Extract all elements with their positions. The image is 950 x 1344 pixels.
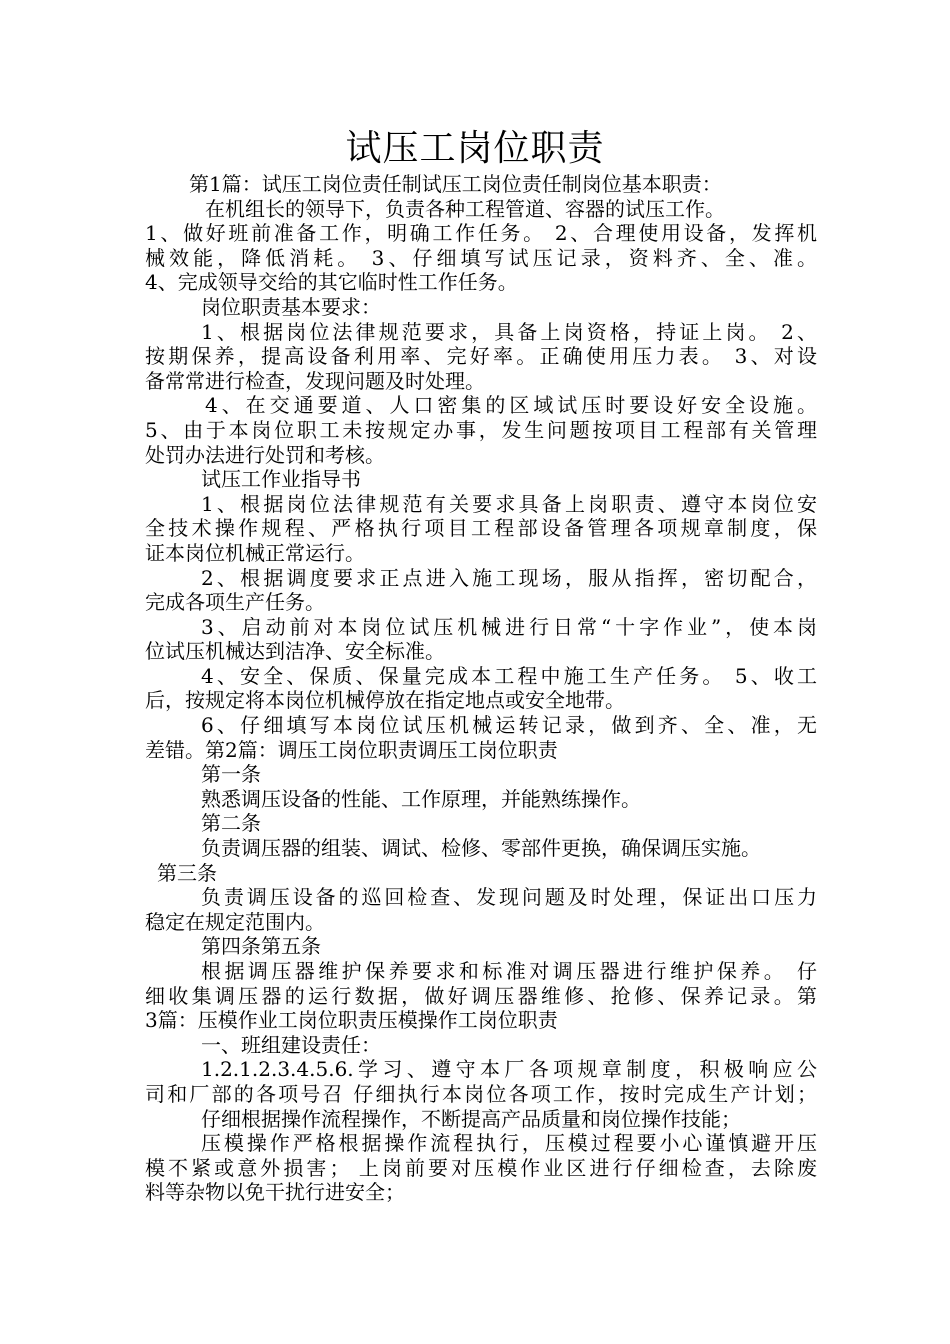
page-title: 试压工岗位职责 xyxy=(345,128,605,169)
text-line: 第1篇：试压工岗位责任制试压工岗位责任制岗位基本职责： xyxy=(189,172,722,196)
text-line: 负责调压器的组装、调试、检修、零部件更换，确保调压实施。 xyxy=(201,836,761,861)
text-line: 5、由于本岗位职工未按规定办事，发生问题按项目工程部有关管理 xyxy=(145,417,817,442)
text-line: 熟悉调压设备的性能、工作原理，并能熟练操作。 xyxy=(201,786,641,811)
text-line: 1、根据岗位法律规范有关要求具备上岗职责、遵守本岗位安 xyxy=(201,491,817,516)
text-line: 按期保养，提高设备利用率、完好率。正确使用压力表。 3、对设 xyxy=(145,344,817,369)
text-line: 岗位职责基本要求： xyxy=(201,294,381,319)
document-body xyxy=(145,172,817,1205)
text-line: 第四条第五条 xyxy=(201,934,321,959)
text-line: 处罚办法进行处罚和考核。 xyxy=(145,442,385,467)
text-line: 4、完成领导交给的其它临时性工作任务。 xyxy=(145,270,518,295)
text-line: 第二条 xyxy=(201,811,261,836)
text-line: 差错。第2篇：调压工岗位职责调压工岗位职责 xyxy=(145,737,558,762)
text-line: 在机组长的领导下，负责各种工程管道、容器的试压工作。 xyxy=(205,196,725,221)
text-line: 完成各项生产任务。 xyxy=(145,590,325,615)
text-line: 压模操作严格根据操作流程执行，压模过程要小心谨慎避开压 xyxy=(201,1131,817,1156)
text-line: 仔细根据操作流程操作，不断提高产品质量和岗位操作技能； xyxy=(201,1106,741,1131)
text-line: 1、根据岗位法律规范要求，具备上岗资格，持证上岗。 2、 xyxy=(201,319,817,344)
text-line: 后，按规定将本岗位机械停放在指定地点或安全地带。 xyxy=(145,688,625,713)
text-line: 4、在交通要道、人口密集的区域试压时要设好安全设施。 xyxy=(205,393,817,418)
text-line: 械效能，降低消耗。 3、仔细填写试压记录，资料齐、全、准。 xyxy=(145,245,817,270)
text-line: 一、班组建设责任： xyxy=(201,1032,381,1057)
text-line: 负责调压设备的巡回检查、发现问题及时处理，保证出口压力 xyxy=(201,885,817,910)
text-line: 6、仔细填写本岗位试压机械运转记录，做到齐、全、准，无 xyxy=(201,713,817,738)
text-line: 1.2.1.2.3.4.5.6.学习、遵守本厂各项规章制度，积极响应公 xyxy=(201,1057,817,1082)
text-line: 根据调压器维护保养要求和标准对调压器进行维护保养。 仔 xyxy=(201,959,817,983)
text-line: 备常常进行检查，发现问题及时处理。 xyxy=(145,368,485,393)
text-line: 第一条 xyxy=(201,762,261,787)
text-line: 位试压机械达到洁净、安全标准。 xyxy=(145,639,445,664)
text-line: 全技术操作规程、严格执行项目工程部设备管理各项规章制度，保 xyxy=(145,516,817,541)
text-line: 细收集调压器的运行数据，做好调压器维修、抢修、保养记录。第 xyxy=(145,983,817,1008)
text-line: 3篇：压模作业工岗位职责压模操作工岗位职责 xyxy=(145,1008,558,1033)
text-line: 试压工作业指导书 xyxy=(201,467,361,492)
text-line: 证本岗位机械正常运行。 xyxy=(145,540,365,565)
text-line: 4、安全、保质、保量完成本工程中施工生产任务。 5、收工 xyxy=(201,663,817,688)
text-line: 司和厂部的各项号召 仔细执行本岗位各项工作，按时完成生产计划； xyxy=(145,1081,817,1106)
text-line: 1、做好班前准备工作，明确工作任务。 2、合理使用设备，发挥机 xyxy=(145,221,817,246)
text-line: 2、根据调度要求正点进入施工现场，服从指挥，密切配合， xyxy=(201,565,817,590)
text-line: 料等杂物以免干扰行进安全； xyxy=(145,1180,405,1205)
text-line: 稳定在规定范围内。 xyxy=(145,909,325,934)
text-line: 3、启动前对本岗位试压机械进行日常“十字作业”，使本岗 xyxy=(201,614,817,639)
text-line: 第三条 xyxy=(157,860,217,885)
text-line: 模不紧或意外损害； 上岗前要对压模作业区进行仔细检查，去除废 xyxy=(145,1155,817,1180)
